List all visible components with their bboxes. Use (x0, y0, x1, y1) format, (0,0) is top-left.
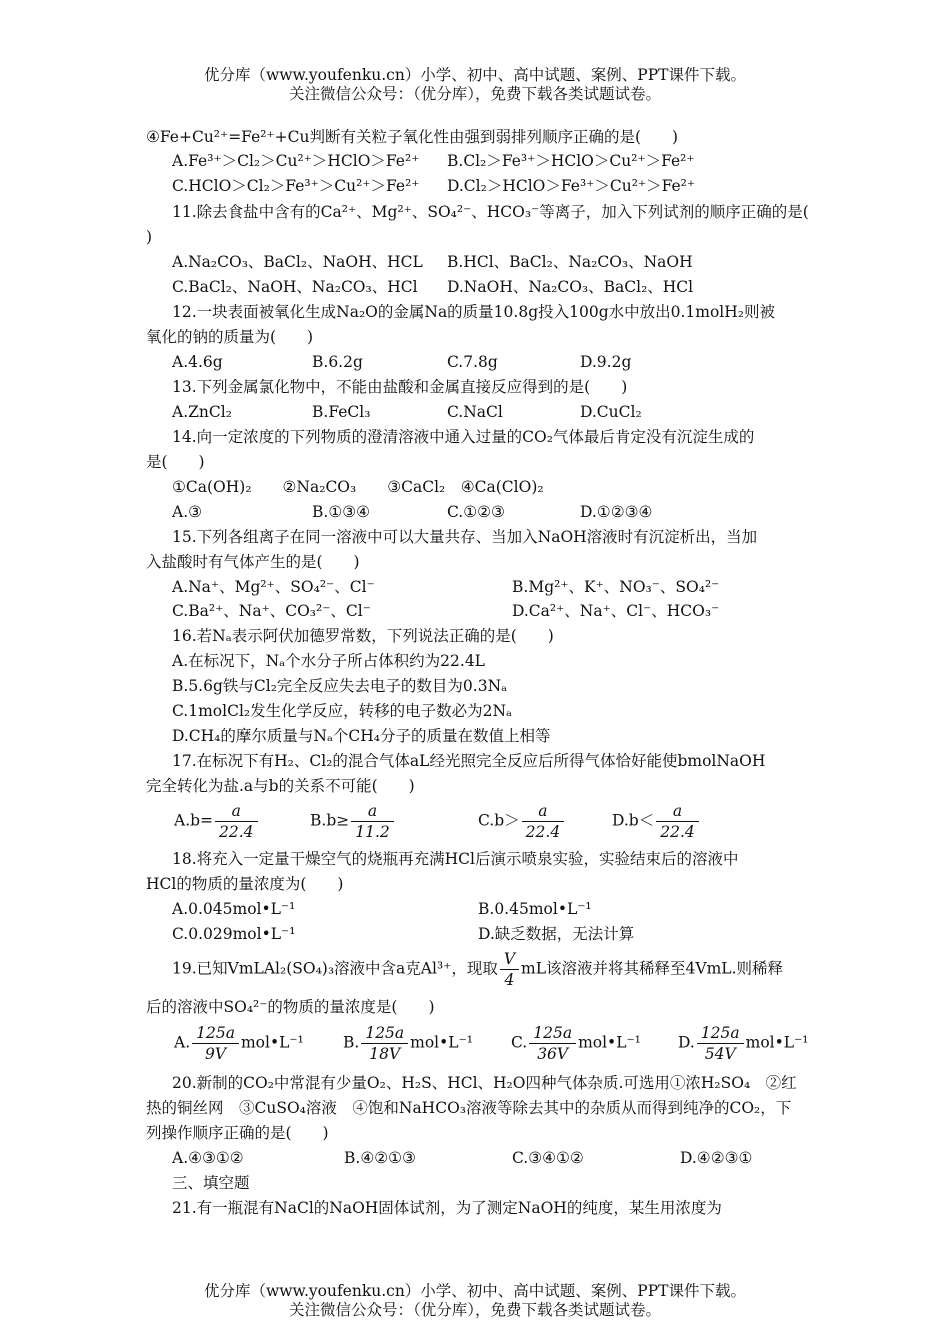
header-line-2: 关注微信公众号：（优分库），免费下载各类试题试卷。 (288, 85, 661, 103)
q18-stem-2: HCl的物质的量浓度为( ) (146, 875, 344, 893)
q20-stem-2: 热的铜丝网 ③CuSO₄溶液 ④饱和NaHCO₃溶液等除去其中的杂质从而得到纯净的CO₂，下 (146, 1099, 792, 1117)
q18-stem-1: 18.将充入一定量干燥空气的烧瓶再充满HCl后演示喷泉实验，实验结束后的溶液中 (172, 850, 739, 868)
q11-option-d: D.NaOH、Na₂CO₃、BaCl₂、HCl (447, 278, 694, 296)
q17-a-den: 22.4 (219, 823, 254, 841)
q15-option-c: C.Ba²⁺、Na⁺、CO₃²⁻、Cl⁻ (172, 602, 371, 620)
q19-stem-post: mL该溶液并将其稀释至4VmL.则稀释 (521, 959, 784, 978)
q19-stem-num: V (500, 949, 519, 970)
q15-option-b: B.Mg²⁺、K⁺、NO₃⁻、SO₄²⁻ (512, 578, 720, 596)
q19-a-den: 9V (205, 1045, 227, 1063)
q20-option-d: D.④②③① (680, 1149, 753, 1167)
q12-option-d: D.9.2g (580, 353, 632, 371)
q19-a-fraction (192, 1023, 239, 1064)
q17-d-num: a (656, 801, 699, 822)
q11-option-a: A.Na₂CO₃、BaCl₂、NaOH、HCL (172, 253, 423, 271)
q19-d-prefix: D. (678, 1033, 695, 1052)
q19-a-prefix: A. (174, 1033, 191, 1052)
q19-c-fraction (529, 1023, 576, 1064)
q17-d-prefix: D.b＜ (612, 811, 655, 830)
q15-stem-2: 入盐酸时有气体产生的是( ) (146, 553, 360, 571)
q19-stem-pre: 19.已知VmLAl₂(SO₄)₃溶液中含a克Al³⁺，现取 (172, 959, 498, 978)
q19-b-num: 125a (361, 1023, 408, 1044)
page-footer (0, 1282, 950, 1320)
q17-c-prefix: C.b＞ (478, 811, 520, 830)
q20-option-b: B.④②①③ (344, 1149, 416, 1167)
q16-option-a: A.在标况下，Nₐ个水分子所占体积约为22.4L (172, 652, 485, 670)
q18-option-b: B.0.45mol•L⁻¹ (478, 900, 592, 918)
q14-items: ①Ca(OH)₂ ②Na₂CO₃ ③CaCl₂ ④Ca(ClO)₂ (172, 478, 544, 496)
q17-option-b (310, 801, 396, 842)
q11-option-c: C.BaCl₂、NaOH、Na₂CO₃、HCl (172, 278, 418, 296)
q13-option-a: A.ZnCl₂ (172, 403, 232, 421)
q17-b-prefix: B.b≥ (310, 811, 350, 830)
footer-line-2: 关注微信公众号：（优分库），免费下载各类试题试卷。 (288, 1301, 661, 1319)
q19-c-num: 125a (529, 1023, 576, 1044)
q19-a-unit: mol•L⁻¹ (240, 1033, 304, 1052)
q15-option-a: A.Na⁺、Mg²⁺、SO₄²⁻、Cl⁻ (172, 578, 375, 596)
q17-b-den: 11.2 (355, 823, 390, 841)
q20-option-c: C.③④①② (512, 1149, 584, 1167)
q17-c-num: a (522, 801, 565, 822)
q19-stem-den: 4 (504, 971, 515, 989)
q17-d-fraction (656, 801, 699, 842)
q12-stem-2: 氧化的钠的质量为( ) (146, 328, 314, 346)
q17-stem-1: 17.在标况下有H₂、Cl₂的混合气体aL经光照完全反应后所得气体恰好能使bmolNaOH (172, 752, 766, 770)
q20-stem-3: 列操作顺序正确的是( ) (146, 1124, 329, 1142)
q19-stem-fraction (500, 949, 519, 990)
q19-option-c (511, 1023, 641, 1064)
q13-option-b: B.FeCl₃ (312, 403, 371, 421)
q19-b-unit: mol•L⁻¹ (410, 1033, 473, 1052)
q17-b-num: a (351, 801, 394, 822)
q17-c-fraction (522, 801, 565, 842)
q10-option-d: D.Cl₂＞HClO＞Fe³⁺＞Cu²⁺＞Fe²⁺ (447, 177, 696, 195)
q18-option-a: A.0.045mol•L⁻¹ (172, 900, 296, 918)
q10-option-b: B.Cl₂＞Fe³⁺＞HClO＞Cu²⁺＞Fe²⁺ (447, 152, 695, 170)
q10-option-a: A.Fe³⁺＞Cl₂＞Cu²⁺＞HClO＞Fe²⁺ (172, 152, 420, 170)
q21-stem-1: 21.有一瓶混有NaCl的NaOH固体试剂，为了测定NaOH的纯度，某生用浓度为 (172, 1199, 722, 1217)
q15-option-d: D.Ca²⁺、Na⁺、Cl⁻、HCO₃⁻ (512, 602, 720, 620)
q19-b-den: 18V (369, 1045, 401, 1063)
q12-stem-1: 12.一块表面被氧化生成Na₂O的金属Na的质量10.8g投入100g水中放出0.1molH₂则被 (172, 303, 775, 321)
q14-option-b: B.①③④ (312, 503, 371, 521)
q12-option-c: C.7.8g (447, 353, 498, 371)
q14-option-d: D.①②③④ (580, 503, 653, 521)
q16-stem: 16.若Nₐ表示阿伏加德罗常数，下列说法正确的是( ) (172, 627, 554, 645)
q16-option-b: B.5.6g铁与Cl₂完全反应失去电子的数目为0.3Nₐ (172, 677, 508, 695)
q19-b-prefix: B. (343, 1033, 360, 1052)
q19-c-unit: mol•L⁻¹ (578, 1033, 641, 1052)
q13-option-d: D.CuCl₂ (580, 403, 642, 421)
q17-option-a (174, 801, 260, 842)
footer-line-1: 优分库（www.youfenku.cn）小学、初中、高中试题、案例、PPT课件下载。 (203, 1282, 747, 1300)
q17-a-num: a (215, 801, 258, 822)
q11-stem-1: 11.除去食盐中含有的Ca²⁺、Mg²⁺、SO₄²⁻、HCO₃⁻等离子，加入下列试剂的顺序正确的是( (172, 203, 809, 221)
q14-stem-2: 是( ) (146, 453, 205, 471)
q18-option-c: C.0.029mol•L⁻¹ (172, 925, 296, 943)
q14-option-a: A.③ (172, 503, 203, 521)
q10-option-c: C.HClO＞Cl₂＞Fe³⁺＞Cu²⁺＞Fe²⁺ (172, 177, 420, 195)
q15-stem-1: 15.下列各组离子在同一溶液中可以大量共存、当加入NaOH溶液时有沉淀析出，当加 (172, 528, 758, 546)
q19-d-num: 125a (697, 1023, 744, 1044)
q17-a-prefix: A.b= (174, 811, 214, 830)
q19-option-a (174, 1023, 304, 1064)
q20-stem-1: 20.新制的CO₂中常混有少量O₂、H₂S、HCl、H₂O四种气体杂质.可选用①浓H₂SO₄ ②红 (172, 1074, 797, 1092)
section-heading-fill-in: 三、填空题 (172, 1174, 250, 1192)
q17-b-fraction (351, 801, 394, 842)
q19-d-unit: mol•L⁻¹ (745, 1033, 809, 1052)
q13-option-c: C.NaCl (447, 403, 503, 421)
q11-stem-2: ) (146, 228, 153, 246)
q19-a-num: 125a (192, 1023, 239, 1044)
q19-option-d (678, 1023, 808, 1064)
page-header (0, 66, 950, 104)
q12-option-b: B.6.2g (312, 353, 363, 371)
q17-a-fraction (215, 801, 258, 842)
q10-continuation: ④Fe+Cu²⁺=Fe²⁺+Cu判断有关粒子氧化性由强到弱排列顺序正确的是( ) (146, 128, 679, 146)
q17-option-c (478, 801, 566, 842)
q19-c-den: 36V (537, 1045, 569, 1063)
q19-b-fraction (361, 1023, 408, 1064)
q17-stem-2: 完全转化为盐.a与b的关系不可能( ) (146, 777, 415, 795)
q13-stem: 13.下列金属氯化物中，不能由盐酸和金属直接反应得到的是( ) (172, 378, 628, 396)
q12-option-a: A.4.6g (172, 353, 223, 371)
q19-option-b (343, 1023, 473, 1064)
q19-stem-1 (172, 949, 783, 990)
q14-stem-1: 14.向一定浓度的下列物质的澄清溶液中通入过量的CO₂气体最后肯定没有沉淀生成的 (172, 428, 755, 446)
q17-option-d (612, 801, 701, 842)
q18-option-d: D.缺乏数据，无法计算 (478, 925, 635, 943)
q16-option-c: C.1molCl₂发生化学反应，转移的电子数必为2Nₐ (172, 702, 513, 720)
q14-option-c: C.①②③ (447, 503, 505, 521)
q19-stem-2: 后的溶液中SO₄²⁻的物质的量浓度是( ) (146, 998, 435, 1016)
q19-c-prefix: C. (511, 1033, 528, 1052)
q19-d-fraction (697, 1023, 744, 1064)
q16-option-d: D.CH₄的摩尔质量与Nₐ个CH₄分子的质量在数值上相等 (172, 727, 551, 745)
q17-c-den: 22.4 (525, 823, 561, 841)
header-line-1: 优分库（www.youfenku.cn）小学、初中、高中试题、案例、PPT课件下载。 (203, 66, 747, 84)
q19-d-den: 54V (704, 1045, 736, 1063)
q17-d-den: 22.4 (660, 823, 695, 841)
q20-option-a: A.④③①② (172, 1149, 244, 1167)
q11-option-b: B.HCl、BaCl₂、Na₂CO₃、NaOH (447, 253, 693, 271)
